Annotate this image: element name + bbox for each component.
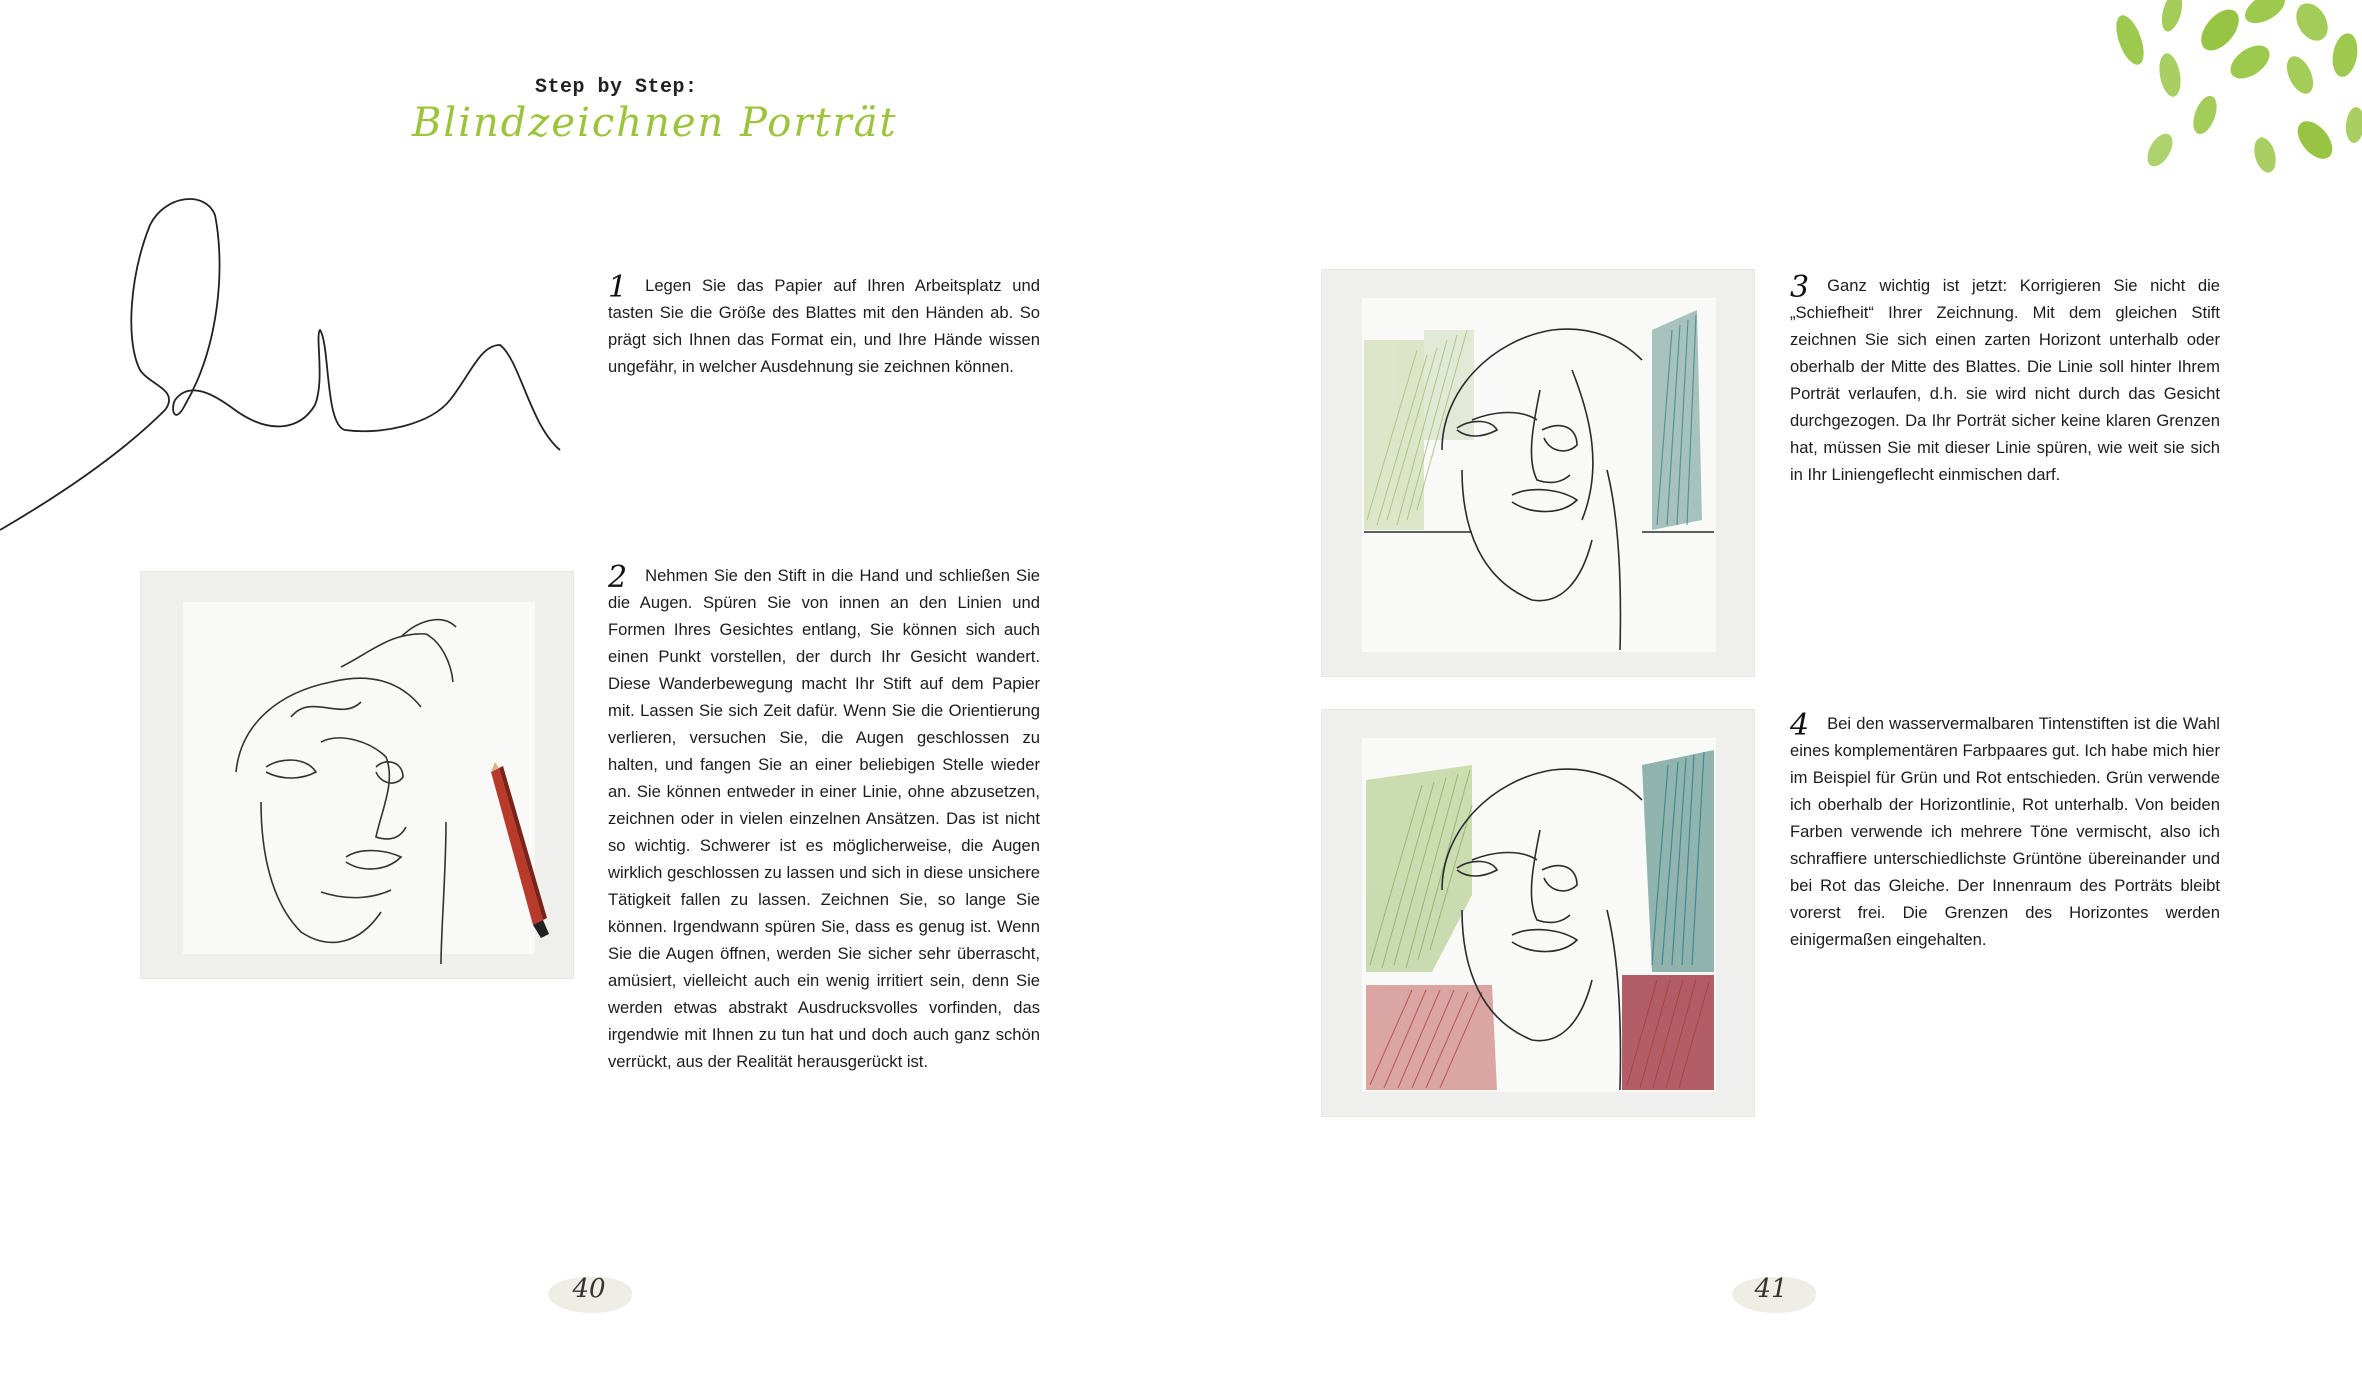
- step-text: Nehmen Sie den Stift in die Hand und schließen Sie die Augen. Spüren Sie von innen an den Linien und Formen Ihres Gesichtes entlang, Sie können sich auch einen Punkt vorstellen, der durch Ihr Gesicht wandert. Diese Wanderbewegung macht Ihr Stift auf dem Papier mit. Lassen Sie sich Zeit dafür. Wenn Sie die Orientierung verlieren, versuchen Sie, die Augen geschlossen zu halten, und fangen Sie an einer beliebigen Stelle wieder an. Sie können entweder in einer Linie, ohne abzusetzen, zeichnen oder in vielen einzelnen Ansätzen. Das ist nicht so wichtig. Schwerer ist es möglicherweise, die Augen wirklich geschlossen zu lassen und sich in diese unsichere Tätigkeit fallen zu lassen. Zeichnen Sie, so lange Sie können. Irgendwann spüren Sie, dass es genug ist. Wenn Sie die Augen öffnen, werden Sie sicher sehr überrascht, amüsiert, vielleicht auch ein wenig irritiert sein, denn Sie werden etwas abstrakt Ausdrucksvolles vorfinden, das irgendwie mit Ihnen zu tun hat und doch auch ganz schön verrückt, aus der Realität herausgerückt ist.: [608, 566, 1040, 1071]
- leaves-decoration: [2100, 0, 2362, 190]
- step-4: [1790, 710, 2220, 953]
- step-text: Bei den wasservermalbaren Tintenstiften ist die Wahl eines komplementären Farbpaares gut. Ich habe mich hier im Beispiel für Grün und Rot entschieden. Grün verwende ich oberhalb der Horizontlinie, Rot unterhalb. Von beiden Farben verwende ich mehrere Töne vermischt, also ich schraffiere unterschiedlichste Grüntöne übereinander und bei Rot das Gleiche. Der Innenraum des Porträts bleibt vorerst frei. Die Grenzen des Horizontes werden einigermaßen eingehalten.: [1790, 714, 2220, 949]
- step-text: Ganz wichtig ist jetzt: Korrigieren Sie nicht die „Schiefheit“ Ihrer Zeichnung. Mit dem gleichen Stift zeichnen Sie sich einen zarten Horizont unterhalb oder oberhalb der Mitte des Blattes. Die Linie soll hinter Ihrem Porträt verlaufen, d.h. sie wird nicht durch das Gesicht durchgezogen. Da Ihr Porträt sicher keine klaren Grenzen hat, müssen Sie mit dieser Linie spüren, wie weit sie sich in Ihr Liniengeflecht einmischen darf.: [1790, 276, 2220, 484]
- page-number-right: 41: [1754, 1274, 1788, 1304]
- portrait-horizon-drawing: [1322, 270, 1754, 676]
- step-text: Legen Sie das Papier auf Ihren Arbeitsplatz und tasten Sie die Größe des Blattes mit den Händen ab. So prägt sich Ihnen das Format ein, und Ihre Hände wissen ungefähr, in welcher Ausdehnung sie zeichnen können.: [608, 276, 1040, 376]
- step-1: [608, 272, 1040, 380]
- step-number: 3: [1790, 270, 1810, 305]
- step-number: 2: [608, 560, 628, 595]
- photo-colored-drawing: [1322, 710, 1754, 1116]
- photo-blind-drawing: [141, 572, 573, 978]
- step-number: 4: [1790, 708, 1810, 743]
- step-3: [1790, 272, 2220, 488]
- page-number-left: 40: [572, 1274, 606, 1304]
- step-2: [608, 562, 1040, 1075]
- photo-horizon-drawing: [1322, 270, 1754, 676]
- step-number: 1: [608, 270, 628, 305]
- section-title: Blindzeichnen Porträt: [412, 100, 898, 146]
- section-kicker: Step by Step:: [535, 76, 698, 99]
- portrait-colored-drawing: [1322, 710, 1754, 1116]
- pencil-icon: [481, 762, 561, 942]
- line-doodle-decoration: [0, 195, 580, 540]
